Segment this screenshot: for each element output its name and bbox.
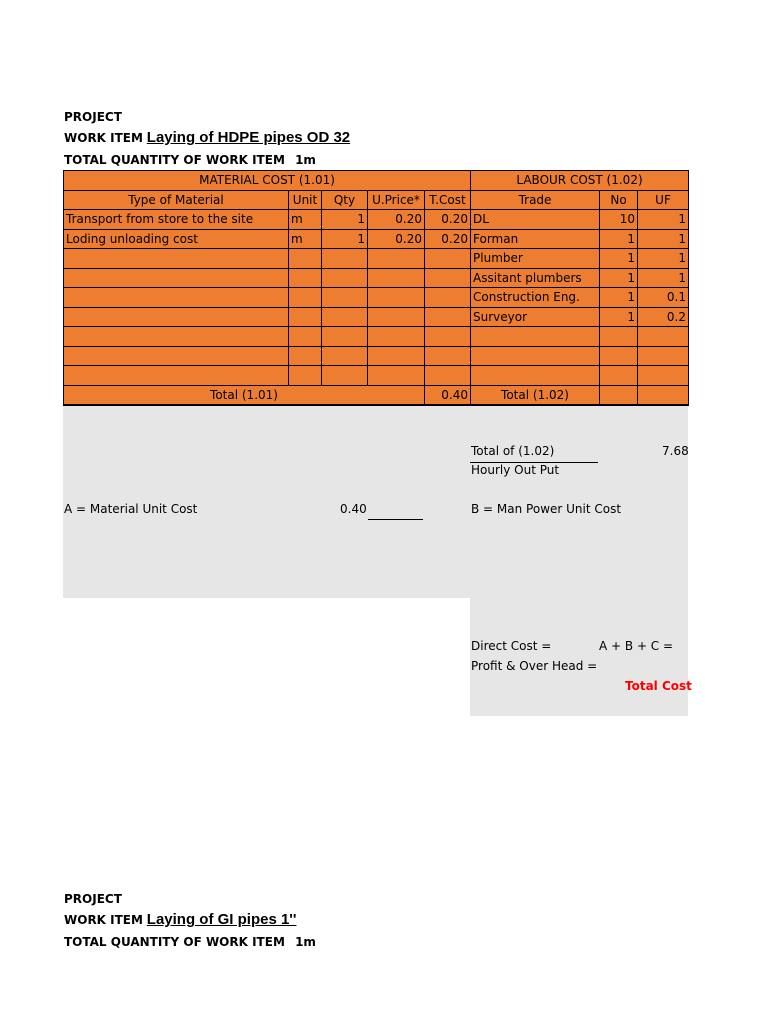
material-tcost-cell: 0.20 [425, 210, 471, 230]
work-item-title: Laying of HDPE pipes OD 32 [146, 129, 351, 146]
table-row [64, 366, 689, 386]
col-unit-price: U.Price* [368, 190, 425, 210]
labour-uf-cell: 0.2 [638, 307, 689, 327]
a-material-unit-cost-value: 0.40 [340, 502, 367, 516]
total-quantity-label: TOTAL QUANTITY OF WORK ITEM [64, 153, 285, 167]
direct-cost-label: Direct Cost = [471, 639, 552, 653]
cost-table [63, 170, 689, 406]
empty-cell [368, 346, 425, 366]
material-unit-cell: m [289, 229, 322, 249]
material-cost-header: MATERIAL COST (1.01) [64, 171, 471, 191]
empty-cell [471, 366, 600, 386]
total-quantity-row [64, 153, 316, 167]
labour-no-cell: 10 [600, 210, 638, 230]
material-total-value: 0.40 [425, 385, 471, 405]
labour-trade-cell: DL [471, 210, 600, 230]
col-qty: Qty [322, 190, 368, 210]
total-quantity-row [64, 935, 316, 949]
empty-cell [289, 366, 322, 386]
labour-uf-cell: 1 [638, 229, 689, 249]
empty-cell [638, 346, 689, 366]
material-unit-cell: m [289, 210, 322, 230]
empty-cell [289, 268, 322, 288]
empty-cell [64, 307, 289, 327]
material-qty-cell: 1 [322, 210, 368, 230]
b-man-power-unit-cost-label: B = Man Power Unit Cost [471, 502, 622, 516]
labour-no-cell: 1 [600, 288, 638, 308]
empty-cell [638, 327, 689, 347]
total-row [64, 385, 689, 405]
table-row [64, 307, 689, 327]
table-row [64, 288, 689, 308]
material-total-label: Total (1.01) [64, 385, 425, 405]
empty-cell [322, 327, 368, 347]
labour-no-cell: 1 [600, 229, 638, 249]
material-tcost-cell: 0.20 [425, 229, 471, 249]
empty-cell [64, 249, 289, 269]
work-item-title: Laying of GI pipes 1'' [146, 911, 297, 928]
summary-area-top [63, 404, 688, 598]
empty-cell [64, 268, 289, 288]
a-underline [368, 519, 423, 520]
empty-cell [368, 288, 425, 308]
table-row [64, 327, 689, 347]
col-trade: Trade [471, 190, 600, 210]
empty-cell [64, 346, 289, 366]
material-uprice-cell: 0.20 [368, 229, 425, 249]
labour-trade-cell: Surveyor [471, 307, 600, 327]
summary-area-bottom [470, 598, 688, 716]
hourly-output-label: Hourly Out Put [471, 463, 560, 477]
empty-cell [425, 307, 471, 327]
profit-overhead-label: Profit & Over Head = [471, 659, 598, 673]
empty-cell [425, 327, 471, 347]
empty-cell [368, 307, 425, 327]
column-header-row [64, 190, 689, 210]
labour-no-cell: 1 [600, 268, 638, 288]
empty-cell [289, 307, 322, 327]
empty-cell [64, 288, 289, 308]
col-type-of-material: Type of Material [64, 190, 289, 210]
empty-cell [289, 327, 322, 347]
empty-cell [64, 366, 289, 386]
total-quantity-value: 1m [295, 153, 316, 167]
total-quantity-value: 1m [295, 935, 316, 949]
material-type-cell: Transport from store to the site [64, 210, 289, 230]
empty-cell [289, 288, 322, 308]
empty-cell [289, 346, 322, 366]
empty-cell [425, 366, 471, 386]
total-of-102-label: Total of (1.02) [471, 444, 555, 458]
empty-cell [368, 249, 425, 269]
empty-cell [322, 366, 368, 386]
labour-uf-cell: 1 [638, 249, 689, 269]
work-item-row [64, 129, 350, 146]
table-row [64, 229, 689, 249]
empty-cell [322, 346, 368, 366]
work-item-row [64, 911, 296, 928]
col-uf: UF [638, 190, 689, 210]
empty-cell [600, 366, 638, 386]
section-header-row [64, 171, 689, 191]
empty-cell [638, 385, 689, 405]
material-type-cell: Loding unloading cost [64, 229, 289, 249]
labour-cost-header: LABOUR COST (1.02) [471, 171, 689, 191]
empty-cell [425, 346, 471, 366]
work-item-label: WORK ITEM [64, 131, 143, 145]
labour-uf-cell: 1 [638, 268, 689, 288]
empty-cell [322, 268, 368, 288]
empty-cell [368, 327, 425, 347]
labour-trade-cell: Assitant plumbers [471, 268, 600, 288]
work-item-label: WORK ITEM [64, 913, 143, 927]
empty-cell [322, 307, 368, 327]
empty-cell [322, 249, 368, 269]
empty-cell [289, 249, 322, 269]
a-material-unit-cost-label: A = Material Unit Cost [64, 502, 198, 516]
empty-cell [368, 268, 425, 288]
col-unit: Unit [289, 190, 322, 210]
labour-trade-cell: Construction Eng. [471, 288, 600, 308]
table-row [64, 268, 689, 288]
direct-cost-formula: A + B + C = [599, 639, 674, 653]
empty-cell [600, 385, 638, 405]
empty-cell [64, 327, 289, 347]
labour-trade-cell: Plumber [471, 249, 600, 269]
labour-uf-cell: 1 [638, 210, 689, 230]
labour-trade-cell: Forman [471, 229, 600, 249]
empty-cell [471, 346, 600, 366]
labour-no-cell: 1 [600, 307, 638, 327]
empty-cell [322, 288, 368, 308]
table-row [64, 210, 689, 230]
table-row [64, 346, 689, 366]
labour-uf-cell: 0.1 [638, 288, 689, 308]
empty-cell [471, 327, 600, 347]
empty-cell [425, 268, 471, 288]
total-of-102-value: 7.68 [662, 444, 689, 458]
empty-cell [368, 366, 425, 386]
material-qty-cell: 1 [322, 229, 368, 249]
empty-cell [425, 288, 471, 308]
empty-cell [600, 327, 638, 347]
table-row [64, 249, 689, 269]
total-cost-label: Total Cost [625, 679, 692, 693]
total-quantity-label: TOTAL QUANTITY OF WORK ITEM [64, 935, 285, 949]
col-no: No [600, 190, 638, 210]
project-label: PROJECT [64, 892, 122, 906]
labour-total-label: Total (1.02) [471, 385, 600, 405]
empty-cell [600, 346, 638, 366]
project-label: PROJECT [64, 110, 122, 124]
col-total-cost: T.Cost [425, 190, 471, 210]
material-uprice-cell: 0.20 [368, 210, 425, 230]
labour-no-cell: 1 [600, 249, 638, 269]
empty-cell [638, 366, 689, 386]
empty-cell [425, 249, 471, 269]
